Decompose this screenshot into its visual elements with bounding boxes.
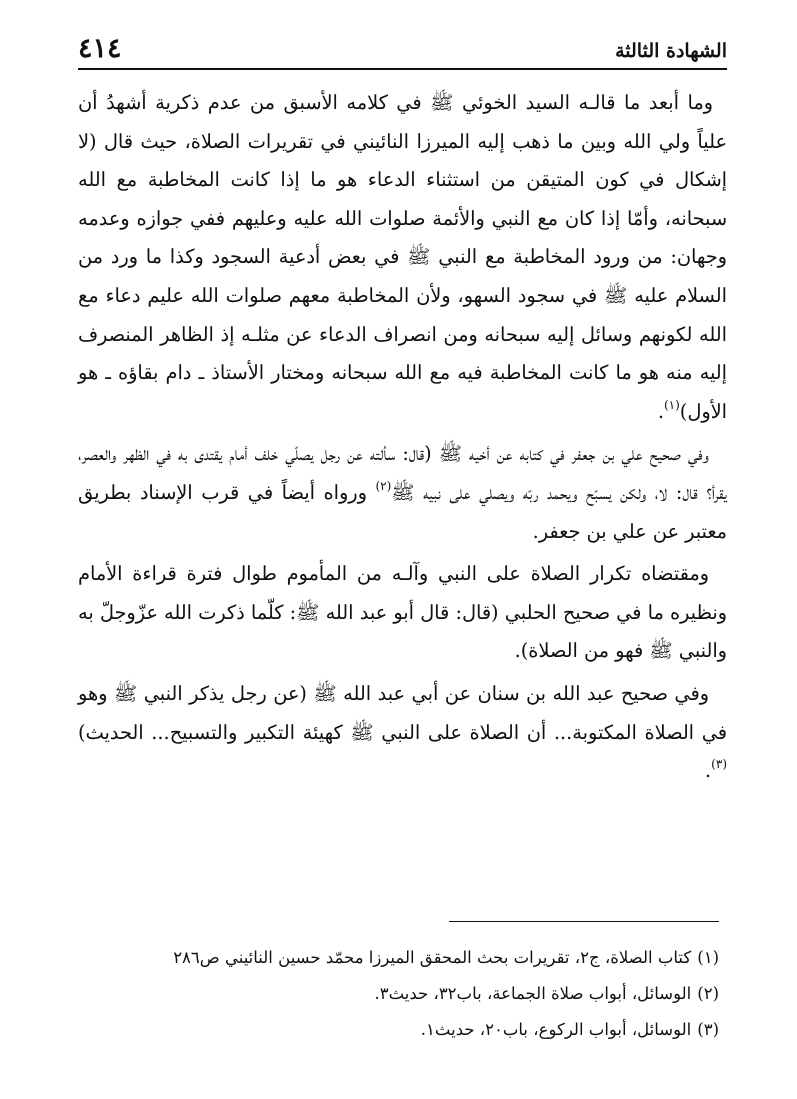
paragraph-text: وفي صحيح عبد الله بن سنان عن أبي عبد الله ﷺ (عن رجل يذكر النبي ﷺ وهو في الصلاة المكتوبة... أن الصلاة على النبي ﷺ كهيئة التكبير والتسبيح... الحديث) (78, 681, 727, 744)
paragraph-text: وما أبعد ما قالـه السيد الخوئي ﷺ في كلامه الأسبق من عدم ذكرية أشهدُ أن علياً ولي الله وبين ما ذهب إليه الميرزا النائيني في تقريرات الصلاة، حيث قال (لا إشكال في كون المتيقن من استثناء الدعاء هو ما إذا كانت المخاطبة مع الله سبحانه، وأمّا إذا كان مع النبي والأئمة صلوات الله عليه وعليهم ففي جوازه وعدمه وجهان: من ورود المخاطبة مع النبي ﷺ في بعض أدعية السجود وكذا ما ورد من السلام عليه ﷺ في سجود السهو، ولأن المخاطبة معهم صلوات الله عليم دعاء مع الله لكونهم وسائل إليه سبحانه ومن انصراف الدعاء عن مثلـه إذ الظاهر المنصرف إليه منه هو ما كانت المخاطبة فيه مع الله سبحانه ومختار الأستاذ ـ دام بقاؤه ـ هو الأول) (78, 91, 727, 423)
page-header (78, 30, 727, 64)
footnote-text: الوسائل، أبواب الركوع، باب٢٠، حديث١. (420, 1020, 692, 1039)
paragraph-text: ومقتضاه تكرار الصلاة على النبي وآلـه من المأموم طوال فترة قراءة الأمام ونظيره ما في صحيح الحلبي (قال: قال أبو عبد الله ﷺ: كلّما ذكرت الله عزّوجلّ به والنبي ﷺ فهو من الصلاة). (78, 562, 727, 663)
paragraph-tail: . (657, 399, 664, 423)
footnote-rule (449, 921, 719, 922)
running-title: الشهادة الثالثة (615, 40, 727, 62)
body-text (78, 84, 727, 795)
paragraph-text: وفي صحيح علي بن جعفر في كتابه عن أخيه ﷺ (قال: سألته عن رجل يصلّي خلف أمام يقتدى به في الظهر والعصر، يقرأ؟ قال: لا، ولكن يسبّح ويحمد ربّه ويصلي على نبيه ﷺ (78, 442, 727, 504)
page-number: ٤١٤ (78, 33, 122, 64)
footnote (78, 940, 719, 976)
header-rule (78, 68, 727, 70)
footnote-ref: (١) (663, 397, 680, 412)
footnote (78, 976, 719, 1012)
paragraph (78, 675, 727, 791)
paragraph (78, 555, 727, 671)
footnotes (78, 940, 719, 1048)
footnote-number: (٣) (697, 1020, 719, 1039)
footnote-text: الوسائل، أبواب صلاة الجماعة، باب٣٢، حديث٣. (374, 984, 692, 1003)
paragraph (78, 435, 727, 551)
footnote-ref: (٣) (711, 757, 727, 772)
footnote-text: كتاب الصلاة، ج٢، تقريرات بحث المحقق الميرزا محمّد حسين النائيني ص٢٨٦ (173, 948, 692, 967)
footnote-number: (٢) (697, 984, 719, 1003)
paragraph (78, 84, 727, 431)
footnote-ref: (٢) (375, 478, 392, 493)
paragraph-tail: . (705, 759, 712, 783)
footnote (78, 1012, 719, 1048)
paragraph-tail: ورواه أيضاً في قرب الإسناد بطريق معتبر عن علي بن جعفر. (78, 480, 727, 543)
footnote-number: (١) (697, 948, 719, 967)
